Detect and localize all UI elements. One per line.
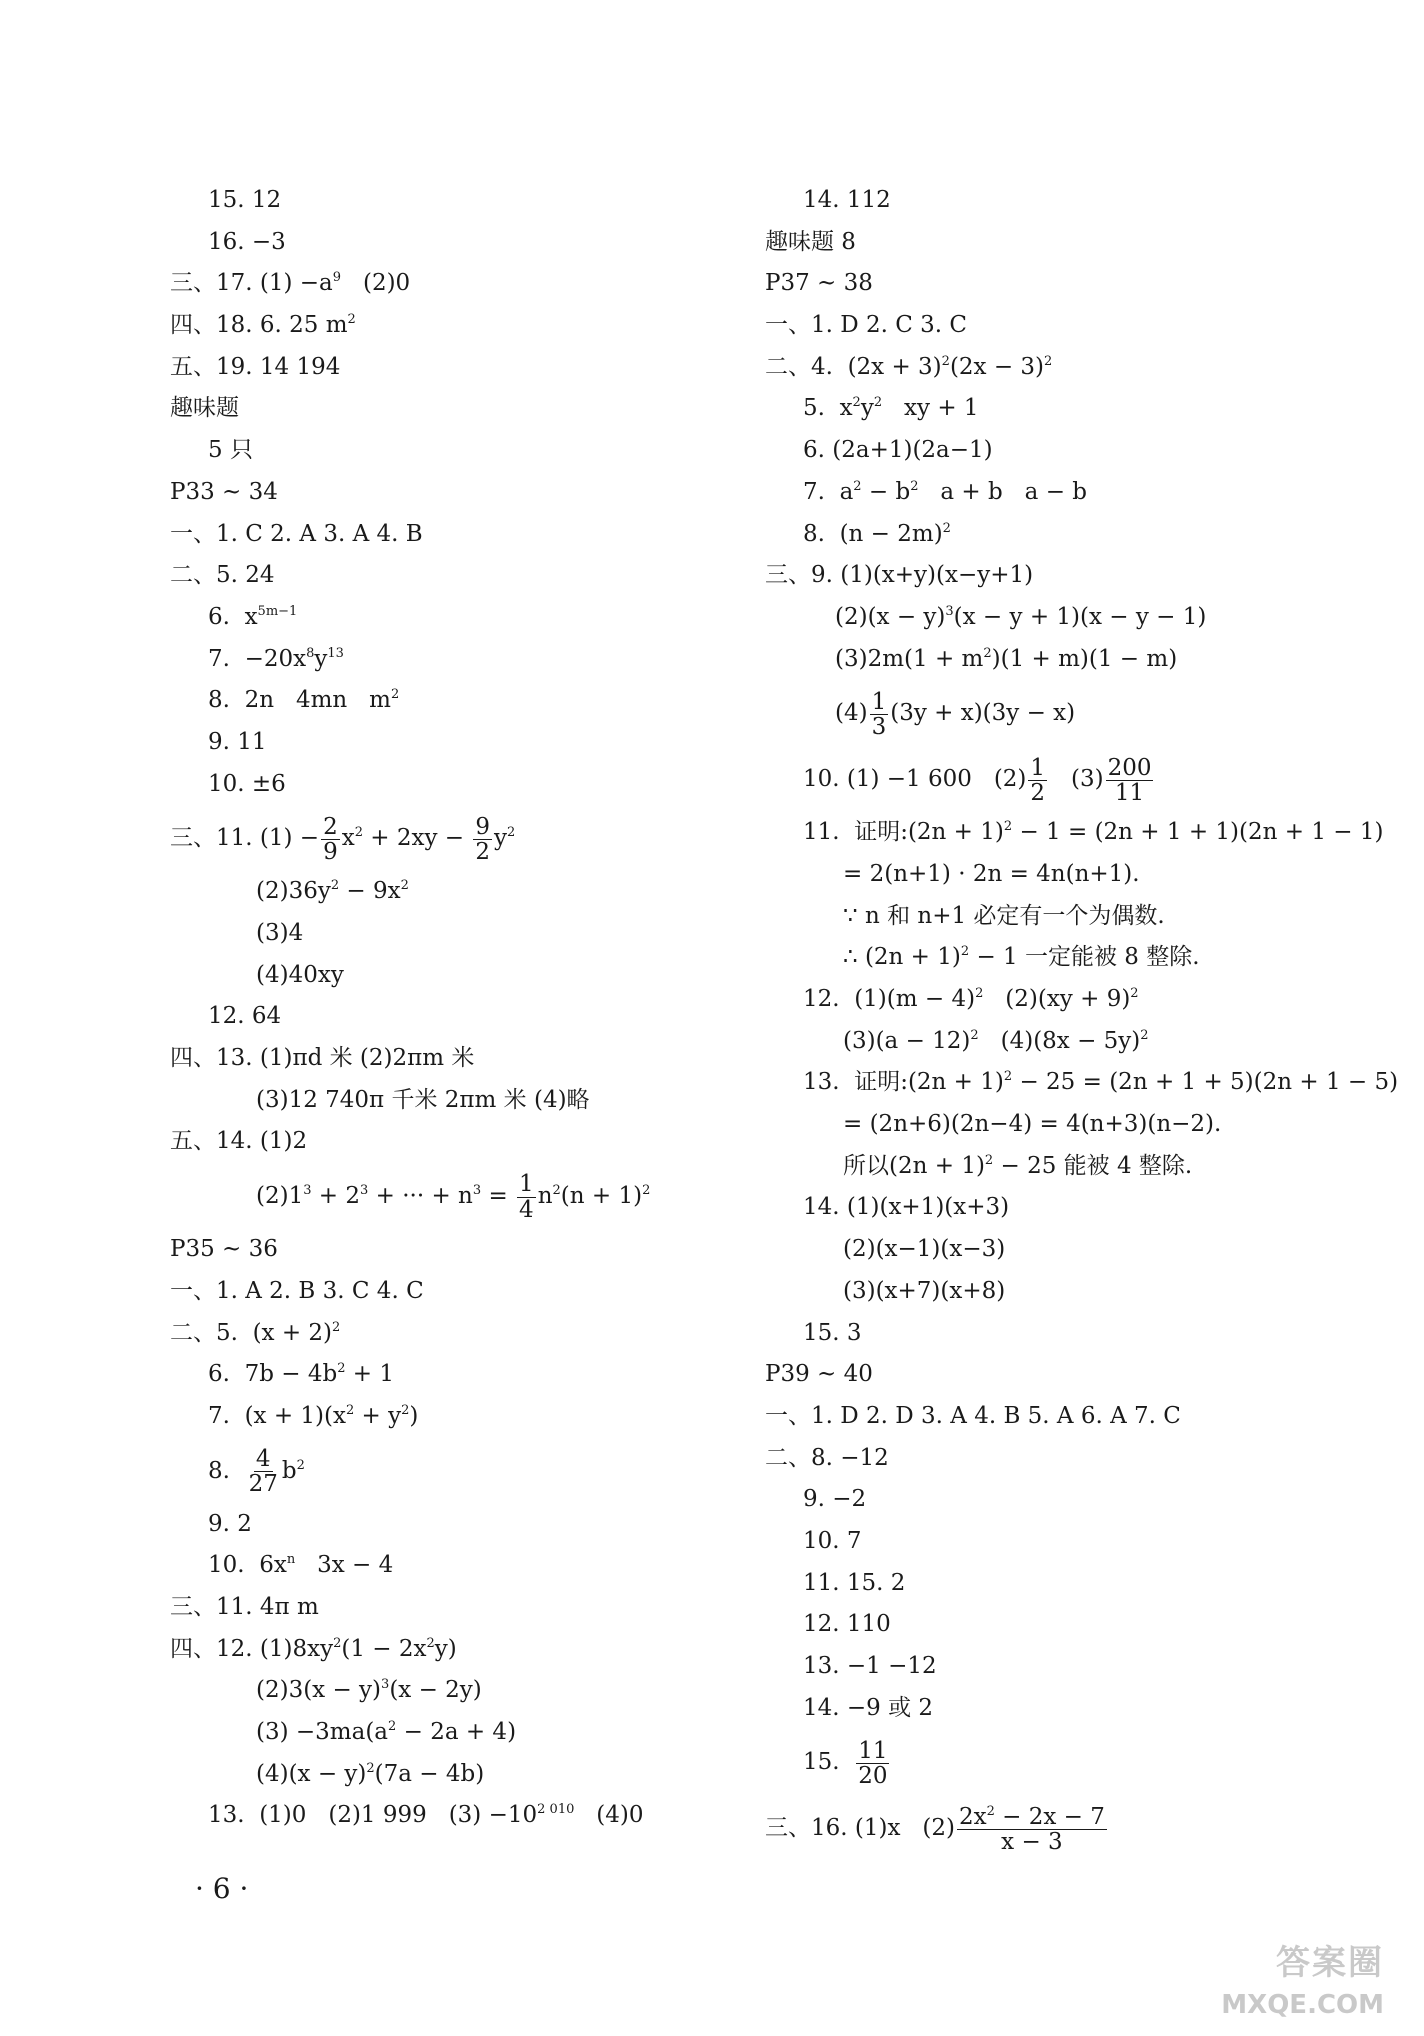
answer-line: (3)4 xyxy=(256,920,304,946)
answer-line: 四、18. 6. 25 $m^2$ xyxy=(170,312,356,339)
answer-line: 12. 110 xyxy=(803,1611,891,1638)
answer-line: 6. (2a+1)(2a−1) xyxy=(803,437,993,464)
answer-line: 所以$(2n + 1)^2 - 25$ 能被 4 整除. xyxy=(843,1152,1193,1179)
answer-line: 10. $6x^n$ 3x − 4 xyxy=(208,1552,394,1579)
answer-line: (4)40xy xyxy=(256,961,344,988)
answer-line: $(2)1^3 + 2^3$ + ··· + $n^3$ = $\frac{1}{4}$ $n^2(n + 1)^2$ xyxy=(256,1171,651,1223)
answer-line: 13. (1)0 (2)1 999 $(3) -10^{2 010}$ (4)0 xyxy=(208,1802,644,1829)
answer-line: 15. 12 xyxy=(208,187,282,213)
answer-line: 11. 15. 2 xyxy=(803,1569,906,1596)
answer-line: 三、17. $(1) -a^9$ (2)0 xyxy=(170,270,411,297)
answer-line: = (2n+6)(2n−4) = 4(n+3)(n−2). xyxy=(843,1111,1222,1138)
answer-line: 四、13. (1)πd 米 (2)2πm 米 xyxy=(170,1045,475,1072)
answer-line: $(2)(x - y)^3(x - y + 1)(x - y - 1)$ xyxy=(835,603,1207,630)
answer-line: 三、9. (1)(x+y)(x−y+1) xyxy=(765,562,1034,589)
answer-line: 9. 2 xyxy=(208,1510,252,1537)
answer-line: 二、4. $(2x + 3)^2(2x - 3)^2$ xyxy=(765,353,1053,380)
answer-line: 一、1. D 2. C 3. C xyxy=(765,312,968,339)
answer-line: 8. 2n 4mn $m^2$ xyxy=(208,687,400,714)
answer-line: 7. $-20x^8y^{13}$ xyxy=(208,645,344,672)
answer-line: 一、1. D 2. D 3. A 4. B 5. A 6. A 7. C xyxy=(765,1402,1181,1429)
answer-line: 14. 112 xyxy=(803,187,891,213)
answer-line: 12. $(1)(m - 4)^2$ (2)(xy + 9)$^2$ xyxy=(803,986,1139,1012)
answer-line: 二、8. −12 xyxy=(765,1444,889,1471)
answer-line: 16. −3 xyxy=(208,228,286,255)
answer-line: 三、11. (1) − $\frac{2}{9}$ $x^2 + 2xy$ − $\frac{9}{2}$ $y^2$ xyxy=(170,813,516,865)
answer-line: 10. 7 xyxy=(803,1527,862,1554)
answer-line: $(3)2m(1 + m^2)(1 + m)(1 - m)$ xyxy=(835,645,1178,672)
answer-line: 13. −1 −12 xyxy=(803,1653,937,1679)
page-range-heading: P37 ~ 38 xyxy=(765,270,873,297)
page-range-heading: P39 ~ 40 xyxy=(765,1361,873,1388)
answer-line: 一、1. A 2. B 3. C 4. C xyxy=(170,1277,424,1304)
answer-line: ∵ n 和 n+1 必定有一个为偶数. xyxy=(843,902,1165,929)
answer-line: (2)(x−1)(x−3) xyxy=(843,1236,1006,1263)
answer-line: $(3)(a - 12)^2$ $(4)(8x - 5y)^2$ xyxy=(843,1027,1149,1054)
answer-line: 四、12. $(1)8xy^2(1 - 2x^2y)$ xyxy=(170,1635,457,1662)
answer-line: 15. $\frac{11}{20}$ xyxy=(803,1737,888,1789)
answer-line: 9. −2 xyxy=(803,1486,867,1513)
answer-line: 14. −9 或 2 xyxy=(803,1694,934,1721)
page-range-heading: P35 ~ 36 xyxy=(170,1236,278,1263)
answer-line: (3)(x+7)(x+8) xyxy=(843,1277,1006,1304)
answer-line: (4) $\frac{1}{3}$ (3y + x)(3y − x) xyxy=(835,688,1076,740)
answer-line: 14. (1)(x+1)(x+3) xyxy=(803,1194,1010,1221)
answer-line: 6. $x^{5m-1}$ xyxy=(208,603,298,630)
answer-line: $(2)3(x - y)^3(x - 2y)$ xyxy=(256,1677,482,1704)
answer-line: 7. $(x + 1)(x^2 + y^2)$ xyxy=(208,1402,419,1429)
left-answer-column xyxy=(170,180,730,1837)
answer-line: 二、5. 24 xyxy=(170,562,275,589)
answer-line: $(4)(x - y)^2(7a - 4b)$ xyxy=(256,1760,485,1787)
answer-line: = 2(n+1) · 2n = 4n(n+1). xyxy=(843,860,1140,887)
page-range-heading: P33 ~ 34 xyxy=(170,478,278,505)
answer-line: 五、19. 14 194 xyxy=(170,353,341,380)
section-heading: 趣味题 xyxy=(170,395,239,422)
answer-line: 5. $x^2y^2$ xy + 1 xyxy=(803,395,979,422)
answer-line: 三、11. 4π m xyxy=(170,1593,319,1620)
answer-line: ∴ $(2n + 1)^2 - 1$ 一定能被 8 整除. xyxy=(843,944,1200,971)
answer-line: 10. ±6 xyxy=(208,770,286,797)
page-number: · 6 · xyxy=(195,1872,249,1905)
answer-line: 11. 证明:(2n + 1)$^2$ − 1 = (2n + 1 + 1)(2n + 1 − 1) xyxy=(803,819,1384,846)
answer-line: $(3) -3ma(a^2 - 2a + 4)$ xyxy=(256,1719,517,1745)
answer-line: 15. 3 xyxy=(803,1319,862,1346)
answer-line: 10. (1) −1 600 (2) $\frac{1}{2}$ (3) $\frac{200}{11}$ xyxy=(803,754,1152,806)
answer-line: (3)12 740π 千米 2πm 米 (4)略 xyxy=(256,1086,590,1113)
answer-line: 五、14. (1)2 xyxy=(170,1128,308,1155)
right-answer-column xyxy=(765,180,1399,1861)
watermark-logo: 答案圈 xyxy=(1276,1943,1384,1983)
watermark-url: MXQE.COM xyxy=(1221,1990,1384,2020)
answer-line: 三、16. (1)x (2) $\frac{2x^2 - 2x - 7}{x - 3}$ xyxy=(765,1803,1105,1855)
answer-line: 二、5. $(x + 2)^2$ xyxy=(170,1319,341,1346)
answer-line: 12. 64 xyxy=(208,1003,282,1030)
answer-line: 一、1. C 2. A 3. A 4. B xyxy=(170,520,423,547)
answer-line: $(2)36y^2 - 9x^2$ xyxy=(256,878,409,905)
answer-line: 5 只 xyxy=(208,437,253,464)
answer-line: 8. $\frac{4}{27}$ $b^2$ xyxy=(208,1445,305,1498)
answer-line: 13. 证明:(2n + 1)$^2$ − 25 = (2n + 1 + 5)(2n + 1 − 5) xyxy=(803,1069,1399,1096)
answer-line: 9. 11 xyxy=(208,728,267,755)
section-heading: 趣味题 8 xyxy=(765,228,856,255)
answer-line: 8. $(n - 2m)^2$ xyxy=(803,520,951,547)
answer-line: 7. $a^2 - b^2$ a + b a − b xyxy=(803,478,1087,505)
answer-line: 6. $7b - 4b^2 + 1$ xyxy=(208,1361,394,1388)
